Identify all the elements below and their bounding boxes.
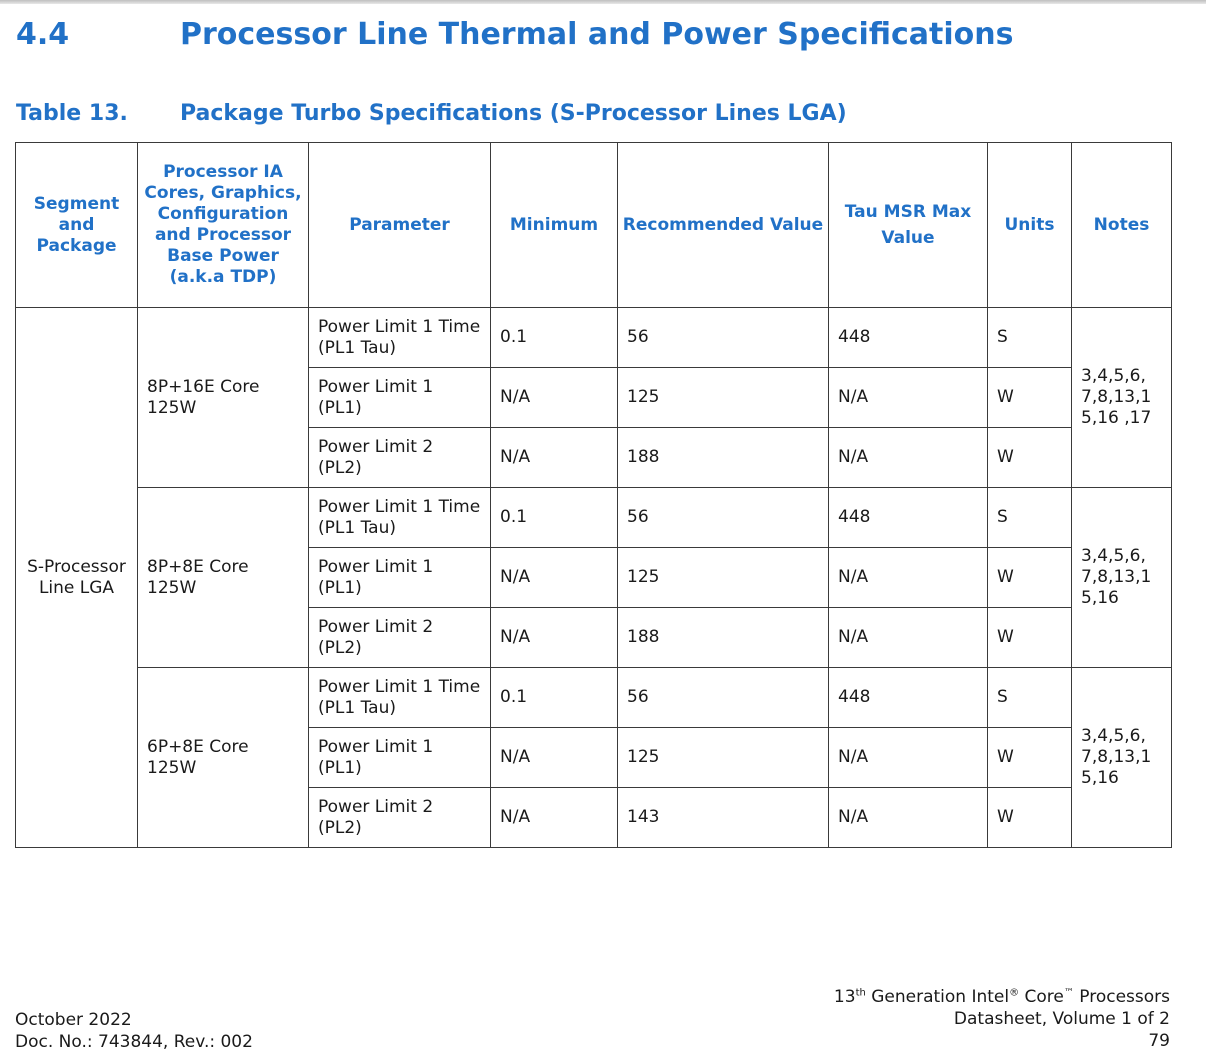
header-segment: Segment and Package <box>16 143 138 308</box>
header-notes: Notes <box>1072 143 1172 308</box>
recommended-cell: 56 <box>618 668 829 728</box>
footer-left <box>15 1009 253 1053</box>
notes-cell: 3,4,5,6, 7,8,13,1 5,16 <box>1072 488 1172 668</box>
parameter-cell: Power Limit 2 (PL2) <box>309 788 491 848</box>
units-cell: S <box>988 668 1072 728</box>
table-row <box>16 488 1172 548</box>
table-title: Package Turbo Specifications (S-Processor Lines LGA) <box>180 101 847 126</box>
parameter-cell: Power Limit 2 (PL2) <box>309 428 491 488</box>
units-cell: W <box>988 548 1072 608</box>
tau-cell: N/A <box>829 788 988 848</box>
notes-cell: 3,4,5,6, 7,8,13,1 5,16 <box>1072 668 1172 848</box>
footer-page-number: 79 <box>1148 1031 1170 1051</box>
recommended-cell: 188 <box>618 608 829 668</box>
parameter-cell: Power Limit 1 Time (PL1 Tau) <box>309 668 491 728</box>
parameter-cell: Power Limit 1 Time (PL1 Tau) <box>309 308 491 368</box>
units-cell: W <box>988 788 1072 848</box>
footer-product-line: 13th Generation Intel® Core™ Processors <box>833 987 1170 1007</box>
tau-cell: N/A <box>829 368 988 428</box>
tau-cell: 448 <box>829 668 988 728</box>
parameter-cell: Power Limit 1 (PL1) <box>309 368 491 428</box>
header-recommended: Recommended Value <box>618 143 829 308</box>
units-cell: S <box>988 308 1072 368</box>
config-cell: 8P+8E Core 125W <box>138 488 309 668</box>
recommended-cell: 56 <box>618 308 829 368</box>
parameter-cell: Power Limit 2 (PL2) <box>309 608 491 668</box>
table-header-row <box>16 143 1172 308</box>
tau-cell: 448 <box>829 308 988 368</box>
parameter-cell: Power Limit 1 (PL1) <box>309 548 491 608</box>
minimum-cell: N/A <box>491 548 618 608</box>
header-minimum: Minimum <box>491 143 618 308</box>
parameter-cell: Power Limit 1 (PL1) <box>309 728 491 788</box>
segment-cell: S-Processor Line LGA <box>16 308 138 848</box>
units-cell: W <box>988 368 1072 428</box>
minimum-cell: N/A <box>491 608 618 668</box>
tau-cell: N/A <box>829 608 988 668</box>
footer-date: October 2022 <box>15 1010 132 1030</box>
tau-cell: 448 <box>829 488 988 548</box>
header-tau: Tau MSR Max Value <box>829 143 988 308</box>
footer-doc-number: Doc. No.: 743844, Rev.: 002 <box>15 1032 253 1052</box>
recommended-cell: 143 <box>618 788 829 848</box>
minimum-cell: 0.1 <box>491 308 618 368</box>
header-config: Processor IA Cores, Graphics, Configuration and Processor Base Power (a.k.a TDP) <box>138 143 309 308</box>
parameter-cell: Power Limit 1 Time (PL1 Tau) <box>309 488 491 548</box>
footer-datasheet: Datasheet, Volume 1 of 2 <box>953 1009 1170 1029</box>
section-number: 4.4 <box>16 17 70 52</box>
notes-cell: 3,4,5,6, 7,8,13,1 5,16 ,17 <box>1072 308 1172 488</box>
tau-cell: N/A <box>829 548 988 608</box>
section-title: Processor Line Thermal and Power Specifications <box>180 17 1014 52</box>
minimum-cell: N/A <box>491 788 618 848</box>
tau-cell: N/A <box>829 428 988 488</box>
minimum-cell: 0.1 <box>491 488 618 548</box>
tau-cell: N/A <box>829 728 988 788</box>
header-units: Units <box>988 143 1072 308</box>
recommended-cell: 56 <box>618 488 829 548</box>
table-row <box>16 668 1172 728</box>
table-number: Table 13. <box>16 101 128 126</box>
recommended-cell: 188 <box>618 428 829 488</box>
recommended-cell: 125 <box>618 368 829 428</box>
units-cell: W <box>988 608 1072 668</box>
top-divider <box>0 0 1206 4</box>
footer-right <box>834 986 1170 1052</box>
minimum-cell: N/A <box>491 368 618 428</box>
config-cell: 8P+16E Core 125W <box>138 308 309 488</box>
units-cell: S <box>988 488 1072 548</box>
units-cell: W <box>988 728 1072 788</box>
recommended-cell: 125 <box>618 728 829 788</box>
recommended-cell: 125 <box>618 548 829 608</box>
minimum-cell: N/A <box>491 728 618 788</box>
minimum-cell: 0.1 <box>491 668 618 728</box>
config-cell: 6P+8E Core 125W <box>138 668 309 848</box>
units-cell: W <box>988 428 1072 488</box>
table-row <box>16 308 1172 368</box>
header-parameter: Parameter <box>309 143 491 308</box>
package-turbo-table <box>15 142 1172 848</box>
minimum-cell: N/A <box>491 428 618 488</box>
